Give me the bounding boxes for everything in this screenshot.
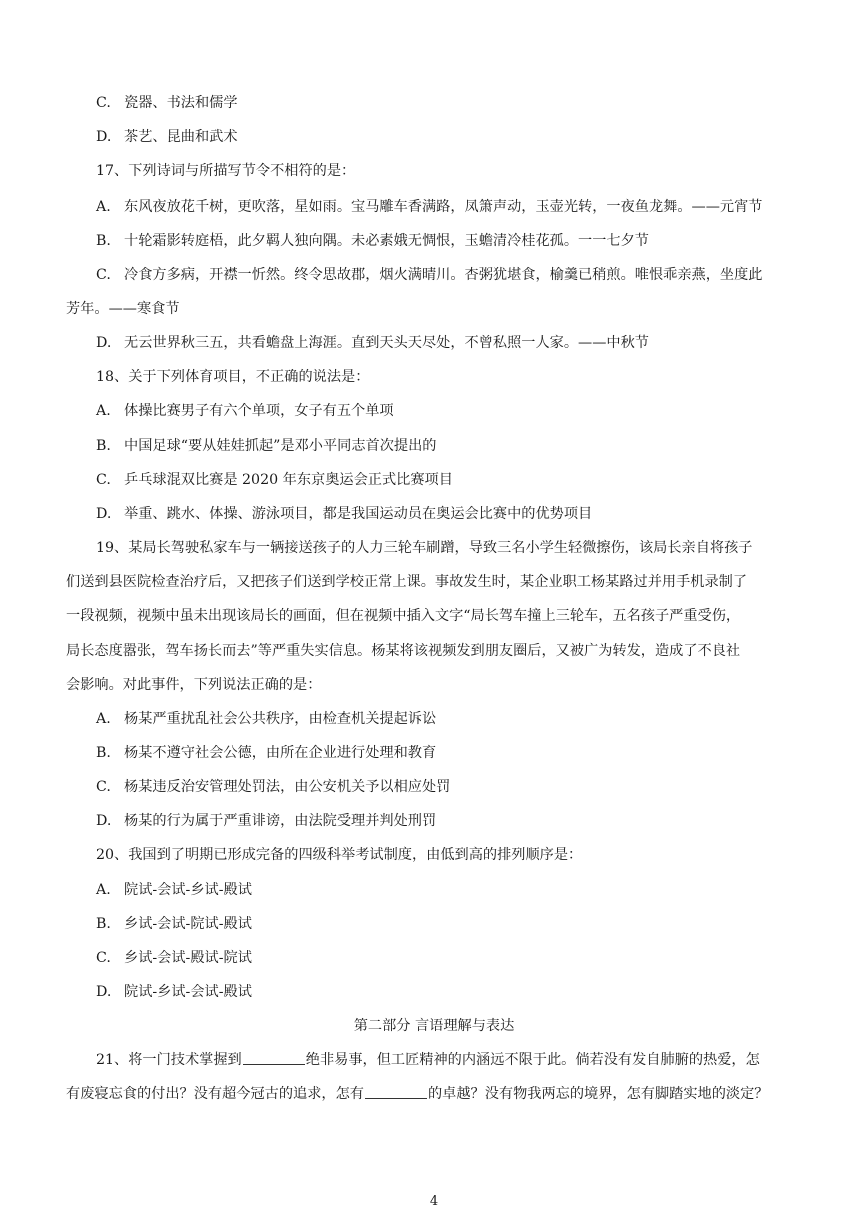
q20-option-d: D. 院试-乡试-会试-殿试 (96, 984, 252, 1000)
q19-option-d: D. 杨某的行为属于严重诽谤，由法院受理并判处刑罚 (96, 813, 437, 829)
q19-stem-line-5: 会影响。对此事件，下列说法正确的是： (66, 677, 322, 693)
q19-stem-line-1: 19、某局长驾驶私家车与一辆接送孩子的人力三轮车刷蹭，导致三名小学生轻微擦伤，该局长亲自将孩子 (96, 540, 753, 556)
page-number: 4 (429, 1194, 439, 1209)
q19-option-c: C. 杨某违反治安管理处罚法，由公安机关予以相应处罚 (96, 779, 451, 795)
fill-blank-1 (243, 1051, 305, 1065)
q19-stem-line-2: 们送到县医院检查治疗后，又把孩子们送到学校正常上课。事故发生时，某企业职工杨某路过并用手机录制了 (66, 574, 748, 590)
q20-option-a: A. 院试-会试-乡试-殿试 (96, 882, 252, 898)
q16-option-c: C. 瓷器、书法和儒学 (96, 95, 238, 111)
q17-option-d: D. 无云世界秋三五，共看蟾盘上海涯。直到天头天尽处，不曾私照一人家。——中秋节 (96, 335, 649, 351)
section-heading: 第二部分 言语理解与表达 (353, 1018, 515, 1034)
q19-stem-line-3: 一段视频，视频中虽未出现该局长的画面，但在视频中插入文字“局长驾车撞上三轮车，五名孩子严重受伤， (66, 608, 741, 624)
q17-option-b: B. 十轮霜影转庭梧，此夕羁人独向隅。未必素娥无惆恨，玉蟾清冷桂花孤。一一七夕节 (96, 233, 649, 249)
q19-option-b: B. 杨某不遵守社会公德，由所在企业进行处理和教育 (96, 745, 437, 761)
q17-option-a: A. 东风夜放花千树，更吹落，星如雨。宝马雕车香满路，凤箫声动，玉壶光转，一夜鱼龙舞。——元宵节 (96, 199, 763, 215)
q17-option-c-continued: 芳年。——寒食节 (66, 301, 180, 317)
q21-stem-line-2: 有废寝忘食的付出？没有超今冠古的追求，怎有 的卓越？没有物我两忘的境界，怎有脚踏实地的淡定？ (66, 1086, 769, 1102)
q21-stem-line-1: 21、将一门技术掌握到 绝非易事，但工匠精神的内涵远不限于此。倘若没有发自肺腑的热爱，怎 (96, 1052, 760, 1068)
q20-option-c: C. 乡试-会试-殿试-院试 (96, 950, 252, 966)
q17-option-c: C. 冷食方多病，开襟一忻然。终令思故郡，烟火满晴川。杏粥犹堪食，榆羹已稍煎。唯恨乖亲燕，坐度此 (96, 267, 763, 283)
q17-stem: 17、下列诗词与所描写节令不相符的是： (96, 163, 356, 179)
fill-blank-2 (365, 1085, 427, 1099)
q16-option-d: D. 茶艺、昆曲和武术 (96, 129, 238, 145)
q18-stem: 18、关于下列体育项目，不正确的说法是： (96, 369, 370, 385)
q18-option-a: A. 体操比赛男子有六个单项，女子有五个单项 (96, 403, 394, 419)
q20-option-b: B. 乡试-会试-院试-殿试 (96, 916, 252, 932)
q19-stem-line-4: 局长态度嚣张，驾车扬长而去”等严重失实信息。杨某将该视频发到朋友圈后，又被广为转发，造成了不良社 (66, 643, 741, 659)
q19-option-a: A. 杨某严重扰乱社会公共秩序，由检查机关提起诉讼 (96, 711, 437, 727)
q20-stem: 20、我国到了明期已形成完备的四级科举考试制度，由低到高的排列顺序是： (96, 847, 583, 863)
q18-option-d: D. 举重、跳水、体操、游泳项目，都是我国运动员在奥运会比赛中的优势项目 (96, 506, 593, 522)
q18-option-c: C. 乒乓球混双比赛是 2020 年东京奥运会正式比赛项目 (96, 472, 453, 488)
q18-option-b: B. 中国足球“要从娃娃抓起”是邓小平同志首次提出的 (96, 438, 437, 454)
